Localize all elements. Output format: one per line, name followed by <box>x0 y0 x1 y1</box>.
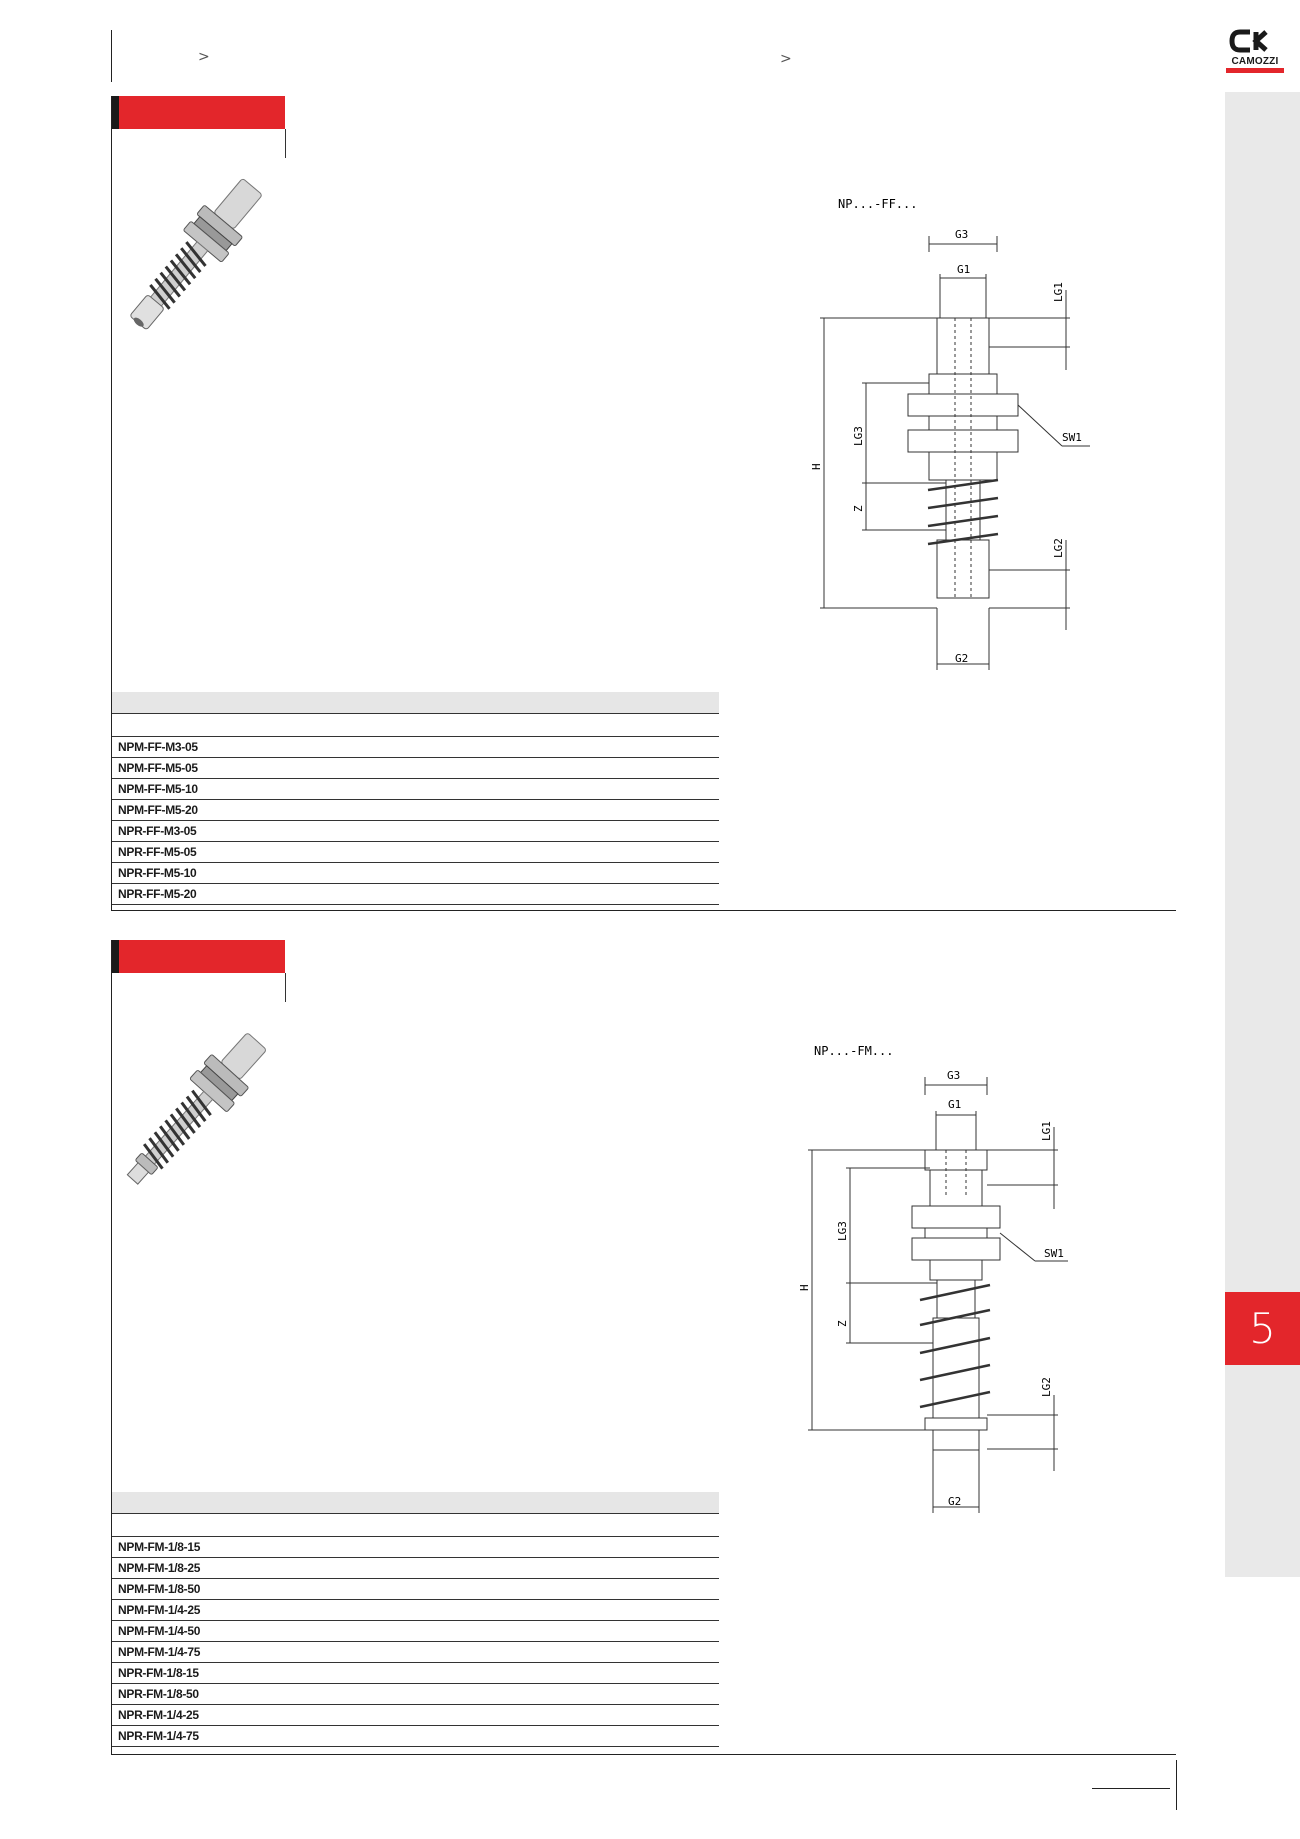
table-fm <box>112 1492 719 1747</box>
table-fm-subheader <box>112 1513 719 1537</box>
product-photo-ff <box>110 175 290 345</box>
product-photo-fm <box>110 1030 290 1200</box>
table-row: NPM-FM-1/4-75 <box>112 1642 719 1663</box>
dim-lg1: LG1 <box>1040 1121 1053 1141</box>
table-row: NPR-FM-1/4-25 <box>112 1705 719 1726</box>
table-row: NPR-FF-M5-20 <box>112 884 719 905</box>
table-row: NPM-FM-1/8-15 <box>112 1537 719 1558</box>
technical-drawing-fm <box>790 1035 1090 1535</box>
table-row: NPR-FM-1/8-15 <box>112 1663 719 1684</box>
table-row: NPM-FM-1/4-25 <box>112 1600 719 1621</box>
table-row: NPR-FM-1/4-75 <box>112 1726 719 1747</box>
table-row: NPM-FM-1/8-50 <box>112 1579 719 1600</box>
dim-g1: G1 <box>957 263 971 276</box>
dim-sw1: SW1 <box>1044 1247 1064 1260</box>
table-row: NPR-FF-M5-10 <box>112 863 719 884</box>
brand-name: CAMOZZI <box>1231 56 1279 67</box>
table-ff-header <box>112 692 719 713</box>
section-ff-heading-bar <box>112 96 285 129</box>
dim-lg1: LG1 <box>1052 282 1065 302</box>
dim-g3: G3 <box>947 1069 961 1082</box>
dim-g2: G2 <box>948 1495 962 1508</box>
dim-g3: G3 <box>955 228 969 241</box>
table-row: NPM-FM-1/8-25 <box>112 1558 719 1579</box>
heading-accent <box>112 940 119 973</box>
table-row: NPR-FF-M3-05 <box>112 821 719 842</box>
camozzi-logo <box>1226 28 1284 74</box>
section-fm-heading-bar <box>112 940 285 973</box>
drawing-title-ff: NP...-FF... <box>838 197 918 211</box>
table-row: NPR-FM-1/8-50 <box>112 1684 719 1705</box>
drawing-title-fm: NP...-FM... <box>814 1044 894 1058</box>
footer-page-rule <box>1092 1788 1170 1789</box>
left-margin-line-top <box>111 30 112 82</box>
section-ff-heading-rule <box>285 129 286 158</box>
breadcrumb-separator-1: > <box>198 49 210 65</box>
dim-lg2: LG2 <box>1040 1377 1053 1397</box>
dim-g2: G2 <box>955 652 969 665</box>
section-2-bottom-rule <box>111 1754 1176 1755</box>
dim-z: Z <box>852 505 865 512</box>
table-row: NPR-FF-M5-05 <box>112 842 719 863</box>
dim-h: H <box>810 463 823 470</box>
breadcrumb-separator-2: > <box>780 51 792 67</box>
dim-z: Z <box>836 1320 849 1327</box>
table-row: NPM-FF-M5-20 <box>112 800 719 821</box>
section-fm-heading-rule <box>285 973 286 1002</box>
heading-accent <box>112 96 119 129</box>
brand-bar <box>1226 68 1284 73</box>
footer-vertical-rule <box>1176 1760 1177 1810</box>
table-fm-header <box>112 1492 719 1513</box>
table-ff-subheader <box>112 713 719 737</box>
table-ff <box>112 692 719 905</box>
dim-lg3: LG3 <box>836 1221 849 1241</box>
technical-drawing-ff <box>800 190 1100 670</box>
dim-h: H <box>798 1284 811 1291</box>
table-row: NPM-FF-M3-05 <box>112 737 719 758</box>
dim-sw1: SW1 <box>1062 431 1082 444</box>
table-row: NPM-FM-1/4-50 <box>112 1621 719 1642</box>
dim-g1: G1 <box>948 1098 962 1111</box>
table-row: NPM-FF-M5-10 <box>112 779 719 800</box>
camozzi-mark-icon <box>1226 28 1284 56</box>
chapter-tab[interactable]: 5 <box>1225 1292 1300 1365</box>
dim-lg2: LG2 <box>1052 538 1065 558</box>
dim-lg3: LG3 <box>852 426 865 446</box>
section-1-bottom-rule <box>111 910 1176 911</box>
table-row: NPM-FF-M5-05 <box>112 758 719 779</box>
